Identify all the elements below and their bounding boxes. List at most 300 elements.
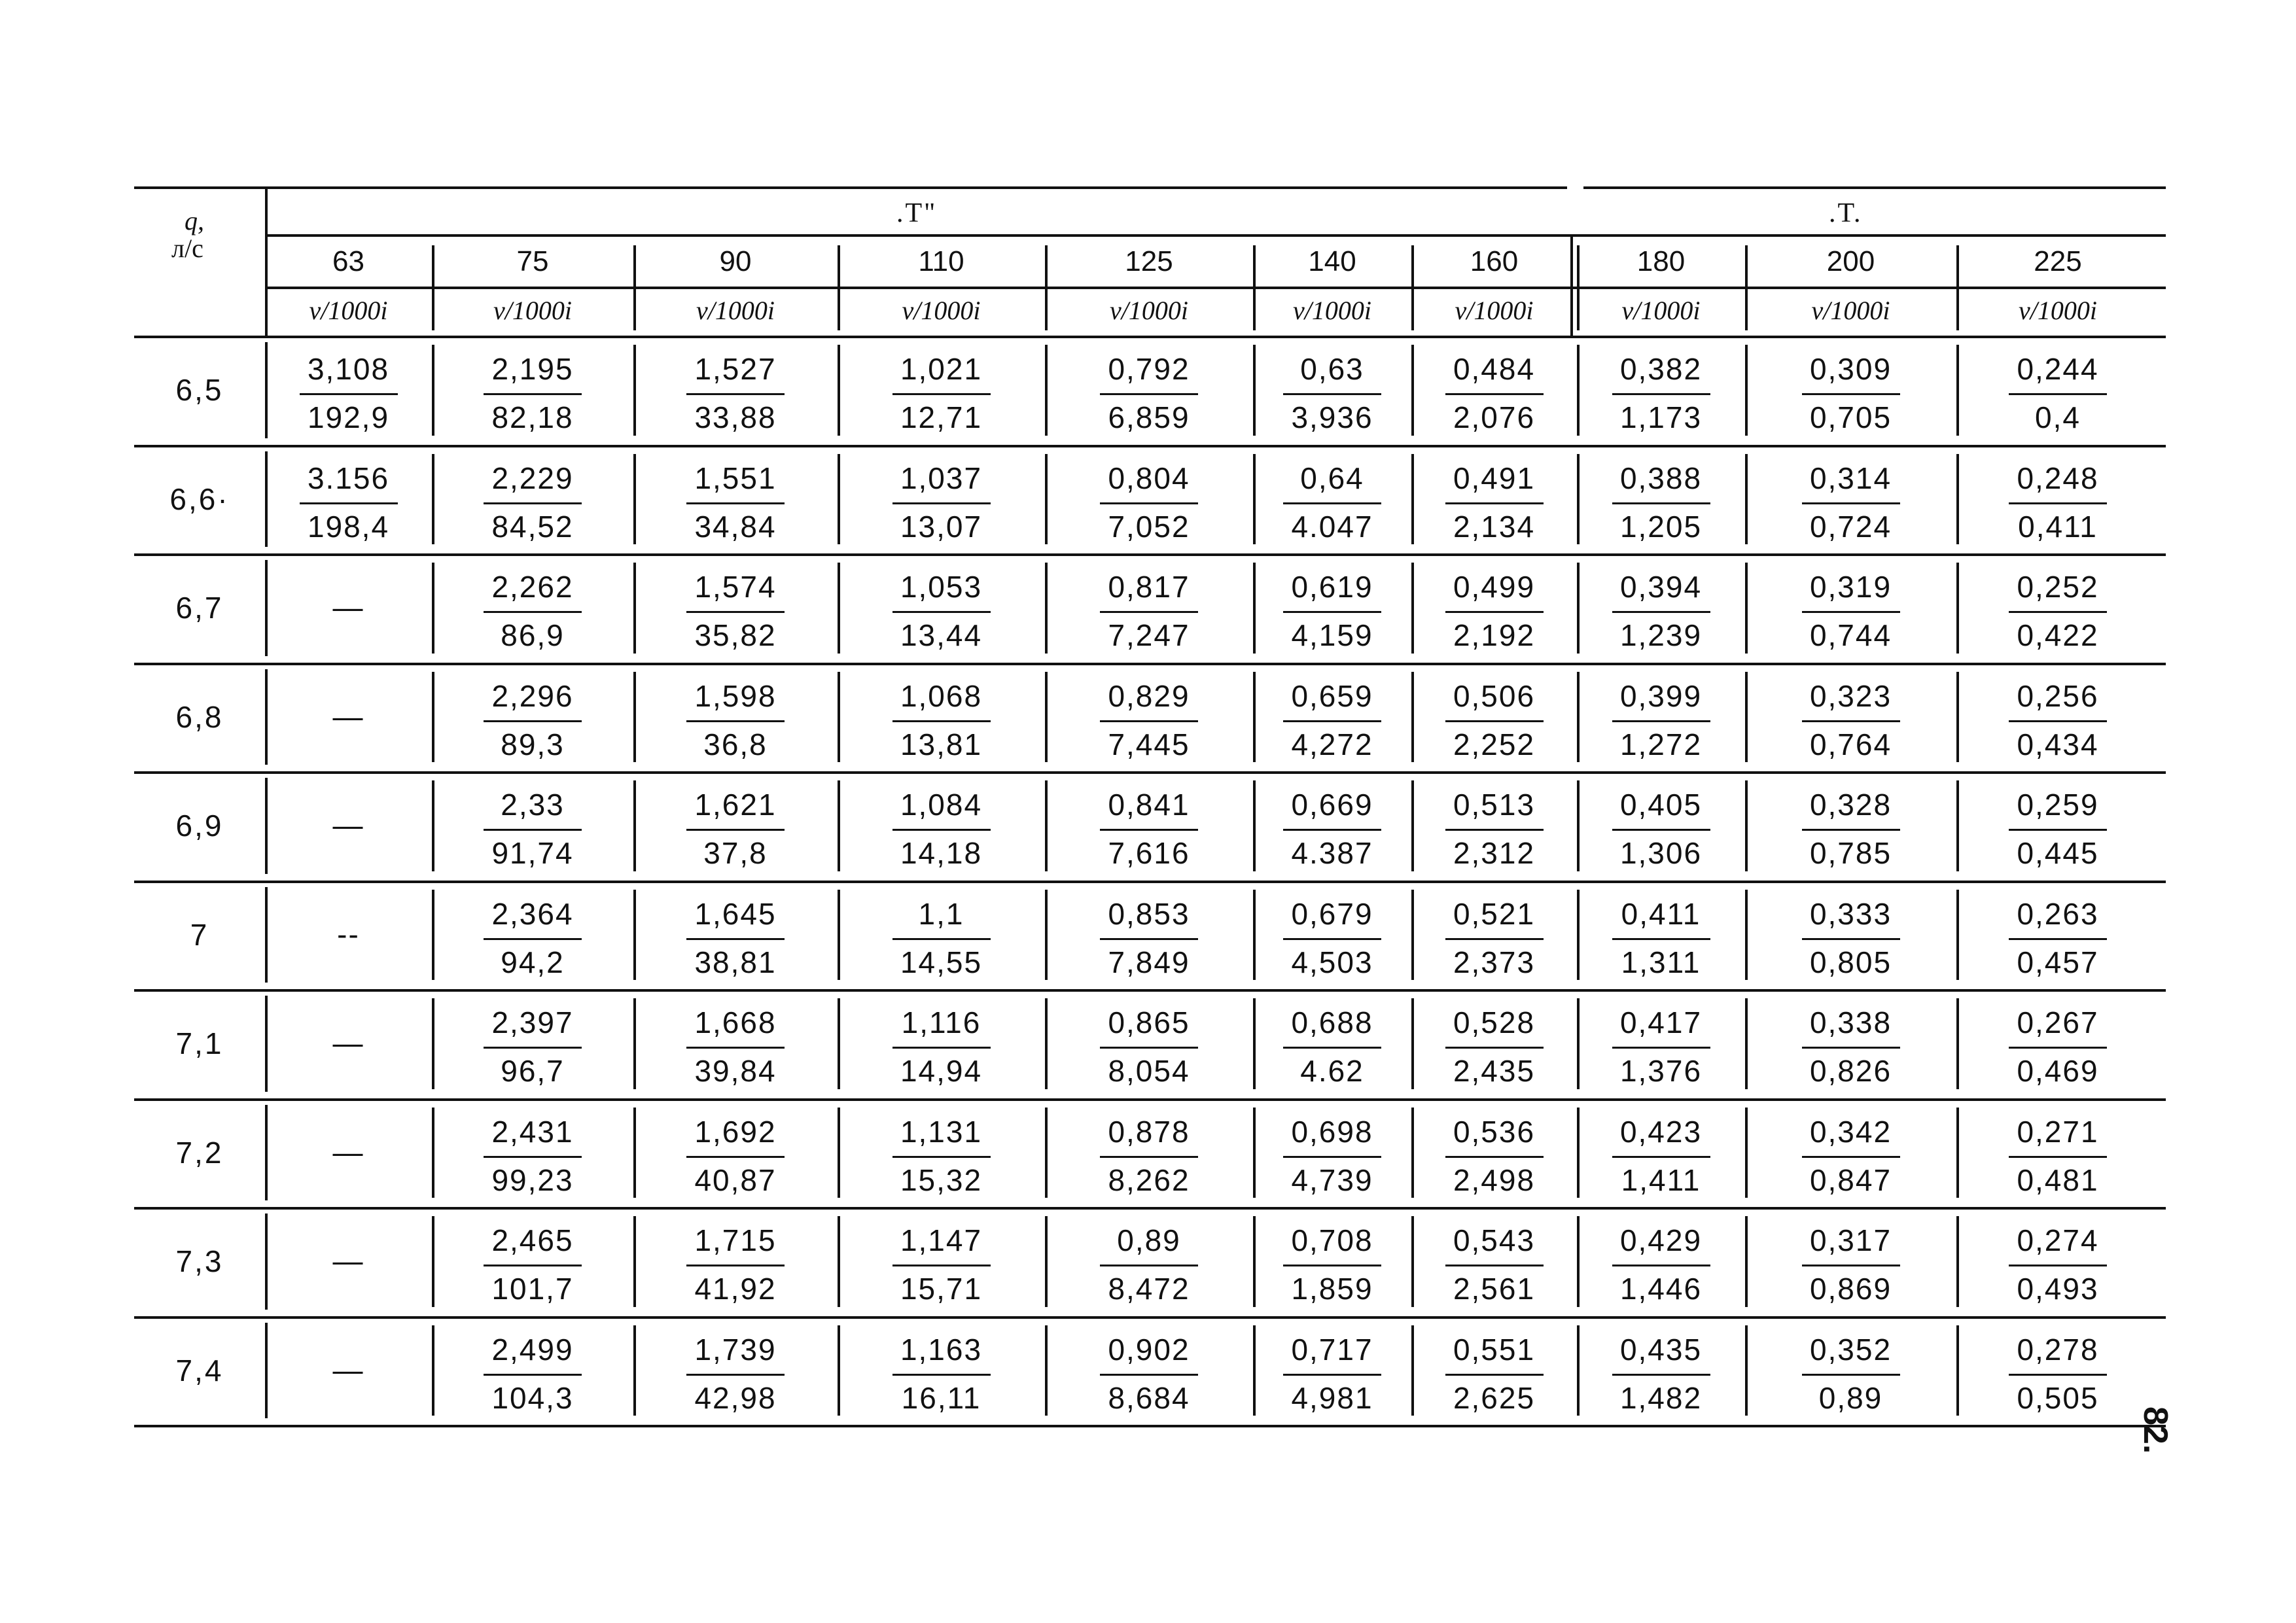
column-rule	[1577, 890, 1580, 981]
column-rule	[1577, 454, 1580, 545]
head-loss-value: 7,616	[1108, 836, 1190, 870]
head-loss-value: 15,32	[900, 1162, 983, 1197]
velocity-value: 0,417	[1619, 1005, 1703, 1039]
column-rule	[1745, 563, 1748, 654]
velocity-value: 1,739	[694, 1332, 777, 1367]
velocity-value: 0,491	[1453, 461, 1536, 495]
head-loss-value: 86,9	[501, 618, 565, 652]
flow-rate-value: 7	[190, 917, 209, 952]
head-loss-value: 1,272	[1619, 727, 1703, 761]
velocity-value: 1,053	[900, 570, 983, 604]
column-rule	[1956, 1216, 1959, 1307]
velocity-value: 0,63	[1300, 352, 1364, 386]
head-loss-value: 42,98	[694, 1380, 777, 1415]
fraction-bar	[1283, 1047, 1381, 1049]
velocity-loss-header: v/1000i	[309, 296, 388, 325]
fraction-bar	[1802, 720, 1900, 722]
velocity-value: 0,256	[2017, 678, 2099, 713]
column-rule	[1745, 998, 1748, 1089]
velocity-value: 1,068	[900, 678, 983, 713]
row-rule	[134, 1098, 2166, 1101]
velocity-value: 0,252	[2017, 570, 2099, 604]
q-column-rule	[265, 560, 268, 656]
fraction-bar	[686, 1265, 785, 1266]
head-loss-value: 0,445	[2017, 836, 2099, 870]
column-rule	[633, 345, 636, 436]
fraction-bar	[484, 829, 582, 831]
diameter-header: 110	[918, 245, 964, 277]
head-loss-value: 2,192	[1453, 618, 1536, 652]
column-rule	[1253, 672, 1256, 763]
fraction-bar	[1612, 938, 1710, 940]
fraction-bar	[484, 720, 582, 722]
column-rule	[1956, 345, 1959, 436]
column-rule	[1956, 454, 1959, 545]
fraction-bar	[2009, 393, 2107, 395]
head-loss-value: 7,247	[1108, 618, 1190, 652]
column-rule	[432, 780, 434, 871]
velocity-value: 1,551	[694, 461, 777, 495]
head-loss-value: 4.047	[1291, 509, 1373, 544]
head-loss-value: 4,272	[1291, 727, 1373, 761]
velocity-value: 0,521	[1453, 896, 1536, 931]
column-rule	[633, 245, 636, 330]
head-loss-value: 4,981	[1291, 1380, 1373, 1415]
head-loss-value: 6,859	[1108, 400, 1190, 434]
column-rule	[1956, 563, 1959, 654]
head-loss-value: 4.387	[1291, 836, 1373, 870]
velocity-value: 3,108	[307, 352, 390, 386]
velocity-value: 0,328	[1809, 788, 1892, 822]
velocity-value: 2,262	[491, 570, 574, 604]
fraction-bar	[1283, 1156, 1381, 1158]
head-loss-value: 1,376	[1619, 1054, 1703, 1088]
fraction-bar	[1802, 1156, 1900, 1158]
fraction-bar	[686, 1047, 785, 1049]
head-loss-value: 1,239	[1619, 618, 1703, 652]
velocity-value: 1,1	[918, 896, 964, 931]
column-rule	[838, 245, 840, 330]
fraction-bar	[892, 393, 991, 395]
velocity-value: 0,499	[1453, 570, 1536, 604]
fraction-bar	[1612, 1047, 1710, 1049]
column-rule	[838, 780, 840, 871]
velocity-value: 0,543	[1453, 1223, 1536, 1257]
head-loss-value: 4,503	[1291, 945, 1373, 979]
fraction-bar	[1445, 720, 1544, 722]
column-rule	[1956, 1108, 1959, 1198]
velocity-value: 2,33	[501, 788, 565, 822]
column-rule	[432, 1108, 434, 1198]
column-rule	[1253, 1108, 1256, 1198]
fraction-bar	[1100, 1265, 1198, 1266]
velocity-value: 0,267	[2017, 1005, 2099, 1039]
head-loss-value: 2,134	[1453, 509, 1536, 544]
fraction-bar	[1445, 1047, 1544, 1049]
flow-rate-value: 7,1	[175, 1026, 224, 1061]
fraction-bar	[300, 502, 398, 504]
head-loss-value: 4.62	[1300, 1054, 1364, 1088]
column-rule	[1253, 780, 1256, 871]
velocity-value: 0,435	[1619, 1332, 1703, 1367]
row-rule	[134, 445, 2166, 447]
group-label-left: .Т"	[896, 198, 938, 228]
fraction-bar	[1612, 720, 1710, 722]
column-rule	[1253, 1325, 1256, 1416]
fraction-bar	[484, 1047, 582, 1049]
head-loss-value: 12,71	[900, 400, 983, 434]
velocity-value: 0,708	[1291, 1223, 1373, 1257]
column-rule	[1411, 672, 1414, 763]
q-column-rule	[265, 1323, 268, 1419]
velocity-value: 0,309	[1809, 352, 1892, 386]
column-rule	[1577, 998, 1580, 1089]
velocity-loss-header: v/1000i	[1621, 296, 1701, 325]
row-rule	[134, 1316, 2166, 1319]
velocity-value: 0,259	[2017, 788, 2099, 822]
column-rule	[432, 563, 434, 654]
row-rule	[134, 1425, 2166, 1427]
fraction-bar	[300, 393, 398, 395]
column-rule	[1577, 780, 1580, 871]
fraction-bar	[892, 502, 991, 504]
column-rule	[633, 998, 636, 1089]
fraction-bar	[1283, 720, 1381, 722]
head-loss-value: 192,9	[307, 400, 390, 434]
diameter-header: 160	[1470, 245, 1519, 277]
head-loss-value: 0,481	[2017, 1162, 2099, 1197]
column-rule	[1745, 245, 1748, 330]
head-loss-value: 7,052	[1108, 509, 1190, 544]
column-rule	[838, 345, 840, 436]
head-loss-value: 2,252	[1453, 727, 1536, 761]
velocity-value: 0,429	[1619, 1223, 1703, 1257]
velocity-value: 0,411	[1621, 896, 1701, 931]
fraction-bar	[1283, 829, 1381, 831]
column-rule	[1411, 345, 1414, 436]
head-loss-value: 0,469	[2017, 1054, 2099, 1088]
fraction-bar	[1445, 611, 1544, 613]
column-rule	[1411, 563, 1414, 654]
fraction-bar	[2009, 720, 2107, 722]
head-loss-value: 7,849	[1108, 945, 1190, 979]
head-loss-value: 4,739	[1291, 1162, 1373, 1197]
column-rule	[1045, 780, 1048, 871]
velocity-value: 1,621	[694, 788, 777, 822]
column-rule	[432, 890, 434, 981]
column-rule	[1577, 563, 1580, 654]
velocity-value: 1,084	[900, 788, 983, 822]
column-rule	[1045, 245, 1048, 330]
fraction-bar	[2009, 1374, 2107, 1376]
fraction-bar	[1612, 1156, 1710, 1158]
column-rule	[1745, 890, 1748, 981]
column-rule	[1956, 245, 1959, 330]
column-rule	[432, 1216, 434, 1307]
table-top-rule	[134, 186, 1567, 189]
flow-rate-value: 7,2	[175, 1135, 224, 1170]
fraction-bar	[1612, 393, 1710, 395]
head-loss-value: 8,054	[1108, 1054, 1190, 1088]
column-rule	[838, 998, 840, 1089]
column-rule	[1745, 1325, 1748, 1416]
head-loss-value: 16,11	[901, 1380, 981, 1415]
head-loss-value: 4,159	[1291, 618, 1373, 652]
column-rule	[1045, 1108, 1048, 1198]
head-loss-value: 82,18	[491, 400, 574, 434]
column-rule	[633, 780, 636, 871]
no-value: —	[332, 1026, 364, 1060]
head-loss-value: 14,94	[900, 1054, 983, 1088]
column-rule	[1045, 998, 1048, 1089]
velocity-value: 0,865	[1108, 1005, 1190, 1039]
head-loss-value: 101,7	[491, 1272, 574, 1306]
head-loss-value: 84,52	[491, 509, 574, 544]
column-rule	[432, 245, 434, 330]
table-top-rule-right	[1583, 186, 2166, 189]
velocity-value: 0,263	[2017, 896, 2099, 931]
head-loss-value: 15,71	[900, 1272, 983, 1306]
diameter-header: 225	[2034, 245, 2082, 277]
fraction-bar	[1612, 1265, 1710, 1266]
head-loss-value: 40,87	[694, 1162, 777, 1197]
q-column-rule	[265, 887, 268, 983]
fraction-bar	[892, 829, 991, 831]
head-loss-value: 0,744	[1809, 618, 1892, 652]
no-value: —	[332, 1352, 364, 1387]
velocity-value: 0,274	[2017, 1223, 2099, 1257]
velocity-value: 0,319	[1809, 570, 1892, 604]
fraction-bar	[1802, 611, 1900, 613]
fraction-bar	[686, 1374, 785, 1376]
column-rule	[1045, 890, 1048, 981]
velocity-value: 1,021	[900, 352, 983, 386]
flow-rate-value: 6,8	[175, 699, 224, 734]
head-loss-value: 34,84	[694, 509, 777, 544]
column-rule	[432, 998, 434, 1089]
q-column-rule	[265, 1213, 268, 1310]
column-rule	[838, 1108, 840, 1198]
column-rule	[1253, 454, 1256, 545]
column-rule	[633, 890, 636, 981]
velocity-value: 1,147	[900, 1223, 983, 1257]
velocity-value: 1,527	[694, 352, 777, 386]
head-loss-value: 14,18	[900, 836, 983, 870]
velocity-value: 0,394	[1619, 570, 1703, 604]
velocity-value: 0,317	[1809, 1223, 1892, 1257]
q-column-rule	[265, 451, 268, 548]
fraction-bar	[1445, 938, 1544, 940]
fraction-bar	[1802, 1047, 1900, 1049]
velocity-value: 0,399	[1619, 678, 1703, 713]
head-loss-value: 37,8	[703, 836, 768, 870]
fraction-bar	[1100, 1047, 1198, 1049]
head-loss-value: 2,076	[1453, 400, 1536, 434]
column-rule	[432, 345, 434, 436]
velocity-loss-header: v/1000i	[902, 296, 981, 325]
velocity-value: 2,364	[491, 896, 574, 931]
velocity-value: 0,902	[1108, 1332, 1190, 1367]
column-rule	[1577, 245, 1580, 330]
row-rule	[134, 553, 2166, 556]
head-loss-value: 39,84	[694, 1054, 777, 1088]
q-header: q,	[185, 206, 204, 236]
head-loss-value: 8,684	[1108, 1380, 1190, 1415]
fraction-bar	[892, 1156, 991, 1158]
velocity-value: 0,688	[1291, 1005, 1373, 1039]
velocity-value: 2,465	[491, 1223, 574, 1257]
head-loss-value: 94,2	[501, 945, 565, 979]
fraction-bar	[892, 1374, 991, 1376]
header-bottom-rule	[134, 336, 2166, 338]
head-loss-value: 3,936	[1291, 400, 1373, 434]
velocity-value: 0,64	[1300, 461, 1364, 495]
fraction-bar	[1802, 829, 1900, 831]
fraction-bar	[1802, 938, 1900, 940]
head-loss-value: 2,312	[1453, 836, 1536, 870]
velocity-loss-header: v/1000i	[696, 296, 775, 325]
velocity-value: 1,692	[694, 1114, 777, 1149]
head-loss-value: 0,826	[1809, 1054, 1892, 1088]
velocity-loss-header: v/1000i	[1293, 296, 1371, 325]
velocity-value: 0,244	[2017, 352, 2099, 386]
fraction-bar	[1100, 938, 1198, 940]
no-value: —	[332, 1244, 364, 1278]
fraction-bar	[686, 720, 785, 722]
velocity-value: 0,271	[2017, 1114, 2099, 1149]
head-loss-value: 2,498	[1453, 1162, 1536, 1197]
velocity-value: 0,248	[2017, 461, 2099, 495]
velocity-value: 0,382	[1619, 352, 1703, 386]
head-loss-value: 0,724	[1809, 509, 1892, 544]
q-column-rule	[265, 996, 268, 1092]
column-rule	[633, 672, 636, 763]
head-loss-value: 35,82	[694, 618, 777, 652]
velocity-value: 0,342	[1809, 1114, 1892, 1149]
fraction-bar	[2009, 1156, 2107, 1158]
column-rule	[1411, 245, 1414, 330]
column-rule	[1045, 1325, 1048, 1416]
velocity-value: 1,668	[694, 1005, 777, 1039]
head-loss-value: 13,81	[900, 727, 983, 761]
velocity-value: 0,338	[1809, 1005, 1892, 1039]
velocity-value: 0,314	[1809, 461, 1892, 495]
velocity-value: 1,131	[900, 1114, 983, 1149]
column-rule	[1411, 454, 1414, 545]
velocity-value: 0,659	[1291, 678, 1373, 713]
velocity-value: 0,829	[1108, 678, 1190, 713]
head-loss-value: 38,81	[694, 945, 777, 979]
head-loss-value: 14,55	[900, 945, 983, 979]
velocity-value: 1,037	[900, 461, 983, 495]
fraction-bar	[484, 393, 582, 395]
head-loss-value: 41,92	[694, 1272, 777, 1306]
fraction-bar	[2009, 502, 2107, 504]
head-loss-value: 13,07	[900, 509, 983, 544]
head-loss-value: 36,8	[703, 727, 768, 761]
head-loss-value: 89,3	[501, 727, 565, 761]
diameter-header: 180	[1636, 245, 1686, 277]
column-rule	[1411, 890, 1414, 981]
column-rule	[1411, 1216, 1414, 1307]
head-loss-value: 8,262	[1108, 1162, 1190, 1197]
velocity-value: 0,551	[1453, 1332, 1536, 1367]
fraction-bar	[1612, 1374, 1710, 1376]
velocity-value: 0,528	[1453, 1005, 1536, 1039]
velocity-value: 0,804	[1108, 461, 1190, 495]
velocity-value: 0,853	[1108, 896, 1190, 931]
head-loss-value: 0,434	[2017, 727, 2099, 761]
head-loss-value: 0,411	[2018, 509, 2098, 544]
column-rule	[633, 1325, 636, 1416]
q-column-rule	[265, 342, 268, 438]
column-rule	[1745, 345, 1748, 436]
fraction-bar	[1445, 1265, 1544, 1266]
column-rule	[432, 672, 434, 763]
fraction-bar	[1612, 829, 1710, 831]
column-rule	[1253, 563, 1256, 654]
velocity-value: 0,278	[2017, 1332, 2099, 1367]
flow-rate-value: 7,3	[175, 1244, 224, 1279]
diameter-rule	[265, 287, 2166, 289]
fraction-bar	[686, 393, 785, 395]
row-rule	[134, 771, 2166, 774]
row-rule	[134, 1207, 2166, 1210]
head-loss-value: 1,311	[1621, 945, 1701, 979]
fraction-bar	[1445, 393, 1544, 395]
head-loss-value: 1,482	[1619, 1380, 1703, 1415]
column-rule	[1045, 454, 1048, 545]
fraction-bar	[1100, 829, 1198, 831]
column-rule	[1411, 780, 1414, 871]
column-rule	[1956, 672, 1959, 763]
column-rule	[1745, 672, 1748, 763]
velocity-value: 1,598	[694, 678, 777, 713]
no-value: —	[332, 699, 364, 733]
velocity-value: 0,323	[1809, 678, 1892, 713]
group-label-right: .Т.	[1829, 198, 1863, 228]
q-column-rule	[265, 1105, 268, 1201]
head-loss-value: 1,173	[1619, 400, 1703, 434]
head-loss-value: 1,205	[1619, 509, 1703, 544]
head-loss-value: 0,4	[2035, 400, 2081, 434]
velocity-value: 0,878	[1108, 1114, 1190, 1149]
velocity-value: 2,195	[491, 352, 574, 386]
column-rule	[1045, 345, 1048, 436]
column-rule	[1253, 998, 1256, 1089]
fraction-bar	[1100, 1156, 1198, 1158]
no-value: —	[332, 808, 364, 843]
column-rule	[1745, 1216, 1748, 1307]
fraction-bar	[686, 1156, 785, 1158]
fraction-bar	[1802, 1374, 1900, 1376]
head-loss-value: 0,847	[1809, 1162, 1892, 1197]
column-rule	[1577, 1108, 1580, 1198]
head-loss-value: 1,306	[1619, 836, 1703, 870]
velocity-value: 0,89	[1117, 1223, 1181, 1257]
head-loss-value: 0,422	[2017, 618, 2099, 652]
fraction-bar	[1283, 611, 1381, 613]
diameter-header: 90	[719, 245, 752, 277]
column-rule	[1745, 1108, 1748, 1198]
fraction-bar	[1100, 720, 1198, 722]
column-rule	[633, 454, 636, 545]
diameter-header: 140	[1308, 245, 1356, 277]
no-value: —	[332, 590, 364, 625]
head-loss-value: 104,3	[491, 1380, 574, 1415]
column-rule	[838, 672, 840, 763]
diameter-header: 63	[332, 245, 364, 277]
